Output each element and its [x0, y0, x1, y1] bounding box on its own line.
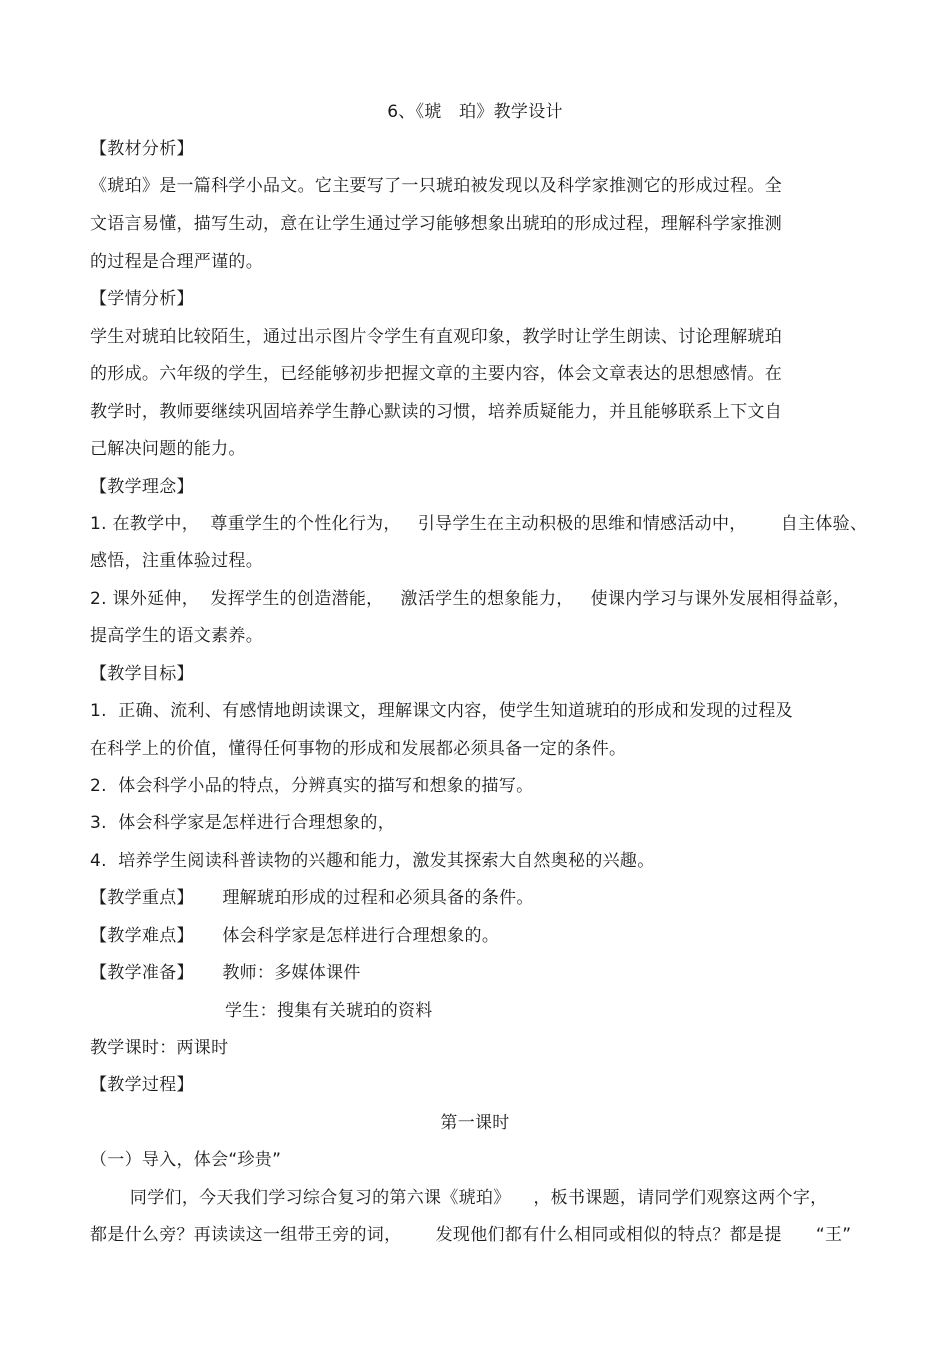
difficulty-point: 【教学难点】 体会科学家是怎样进行合理想象的。 — [90, 926, 500, 946]
heading-teaching-concept: 【教学理念】 — [90, 477, 194, 497]
text-line: 学生对琥珀比较陌生，通过出示图片令学生有直观印象，教学时让学生朗读、讨论理解琥珀 — [90, 327, 782, 347]
text-line: 提高学生的语文素养。 — [90, 626, 263, 646]
heading-learner-analysis: 【学情分析】 — [90, 289, 194, 309]
text-line: 4. 培养学生阅读科普读物的兴趣和能力，激发其探索大自然奥秘的兴趣。 — [90, 851, 655, 871]
text-line: 文语言易懂，描写生动，意在让学生通过学习能够想象出琥珀的形成过程，理解科学家推测 — [90, 214, 782, 234]
text-line: 感悟，注重体验过程。 — [90, 551, 263, 571]
preparation-student: 学生：搜集有关琥珀的资料 — [225, 1001, 433, 1021]
document-title: 6、《琥 珀》教学设计 — [387, 102, 563, 122]
text-line: 都是什么旁？再读读这一组带王旁的词， 发现他们都有什么相同或相似的特点？都是提 “王” — [90, 1225, 852, 1245]
heading-teaching-process: 【教学过程】 — [90, 1075, 194, 1095]
text-line: 3. 体会科学家是怎样进行合理想象的， — [90, 813, 396, 833]
text-line: 1. 正确、流利、有感情地朗读课文，理解课文内容，使学生知道琥珀的形成和发现的过程及 — [90, 701, 793, 721]
text-line: 己解决问题的能力。 — [90, 439, 246, 459]
text-line: 2. 课外延伸， 发挥学生的创造潜能， 激活学生的想象能力， 使课内学习与课外发展相得益彰， — [90, 589, 851, 609]
text-line: 的形成。六年级的学生，已经能够初步把握文章的主要内容，体会文章表达的思想感情。在 — [90, 364, 782, 384]
first-lesson-title: 第一课时 — [440, 1113, 510, 1133]
text-line: 《琥珀》是一篇科学小品文。它主要写了一只琥珀被发现以及科学家推测它的形成过程。全 — [90, 176, 782, 196]
teaching-hours: 教学课时：两课时 — [90, 1038, 229, 1058]
text-line: 1. 在教学中， 尊重学生的个性化行为， 引导学生在主动积极的思维和情感活动中， 自主体验、 — [90, 514, 868, 534]
heading-material-analysis: 【教材分析】 — [90, 139, 194, 159]
heading-teaching-goals: 【教学目标】 — [90, 664, 194, 684]
text-line: 在科学上的价值，懂得任何事物的形成和发展都必须具备一定的条件。 — [90, 739, 627, 759]
text-line: 教学时，教师要继续巩固培养学生静心默读的习惯，培养质疑能力，并且能够联系上下文自 — [90, 402, 782, 422]
text-line: 的过程是合理严谨的。 — [90, 252, 263, 272]
text-line: 同学们，今天我们学习综合复习的第六课《琥珀》 ，板书课题，请同学们观察这两个字， — [90, 1188, 828, 1208]
step1-heading: （一）导入，体会“珍贵” — [90, 1150, 282, 1170]
text-line: 2. 体会科学小品的特点，分辨真实的描写和想象的描写。 — [90, 776, 534, 796]
key-point: 【教学重点】 理解琥珀形成的过程和必须具备的条件。 — [90, 888, 534, 908]
preparation-teacher: 【教学准备】 教师：多媒体课件 — [90, 963, 361, 983]
